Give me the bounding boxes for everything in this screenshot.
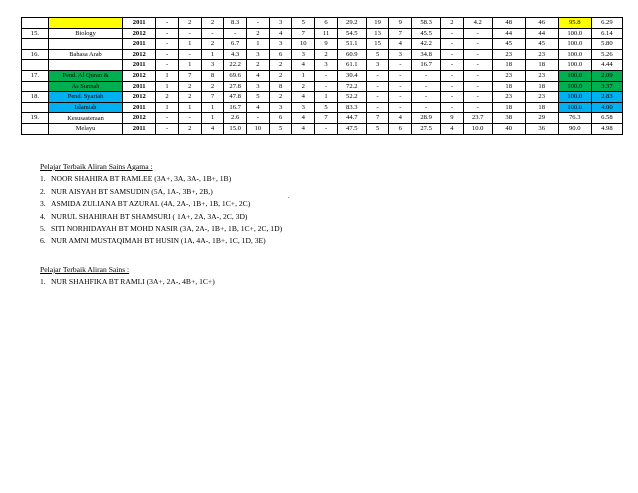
grade-cell: 2 xyxy=(201,39,224,50)
grade-cell: 7 xyxy=(201,92,224,103)
grade-cell: 4 xyxy=(292,92,315,103)
grade-cell: 18 xyxy=(525,81,558,92)
row-number: 16. xyxy=(22,49,49,60)
list-item xyxy=(40,198,282,210)
grade-cell: 30.4 xyxy=(337,70,366,81)
grade-cell: - xyxy=(463,81,492,92)
student-name: ASMIDA ZULIANA BT AZURAL (4A, 2A-, 1B+, 1B, 1C+, 2C) xyxy=(51,199,251,209)
grade-cell: 5.26 xyxy=(591,49,622,60)
grade-cell: 23 xyxy=(492,49,525,60)
subject-name xyxy=(48,39,122,50)
subject-name xyxy=(48,60,122,71)
grade-cell: 4.98 xyxy=(591,123,622,134)
grade-cell: 52.2 xyxy=(337,92,366,103)
grade-cell: 13 xyxy=(366,28,389,39)
grade-cell: 5 xyxy=(366,49,389,60)
subject-name: Kesusasteraan xyxy=(48,113,122,124)
list-item xyxy=(40,186,282,198)
year-cell: 2011 xyxy=(123,123,156,134)
grade-cell: 40 xyxy=(492,123,525,134)
grade-cell: 60.9 xyxy=(337,49,366,60)
grade-cell: 16.7 xyxy=(224,102,247,113)
table-row xyxy=(22,102,623,113)
grade-cell: 2.83 xyxy=(591,92,622,103)
grade-cell: 100.0 xyxy=(558,60,591,71)
grade-cell: 45 xyxy=(525,39,558,50)
grade-cell: 9 xyxy=(315,39,338,50)
grade-cell: 100.0 xyxy=(558,39,591,50)
grade-cell: 47.8 xyxy=(224,92,247,103)
student-name: NUR AISYAH BT SAMSUDIN (5A, 1A-, 3B+, 2B,) xyxy=(51,186,213,196)
grade-cell: 3.37 xyxy=(591,81,622,92)
grade-cell: 18 xyxy=(492,81,525,92)
grade-cell: 83.3 xyxy=(337,102,366,113)
year-cell: 2012 xyxy=(123,92,156,103)
grade-cell: - xyxy=(366,102,389,113)
grade-cell: - xyxy=(412,102,441,113)
grade-cell: 46 xyxy=(525,18,558,29)
grade-cell: 2 xyxy=(441,18,464,29)
grade-cell: 3 xyxy=(315,60,338,71)
grade-cell: - xyxy=(463,60,492,71)
grade-cell: - xyxy=(412,81,441,92)
best-students-agama xyxy=(40,161,282,248)
grade-cell: 16.7 xyxy=(412,60,441,71)
grade-cell: 4 xyxy=(269,28,292,39)
grade-cell: 6 xyxy=(269,49,292,60)
list-item xyxy=(40,211,282,223)
grade-cell: - xyxy=(441,49,464,60)
table-row xyxy=(22,81,623,92)
grade-cell: - xyxy=(366,81,389,92)
grade-cell: - xyxy=(463,39,492,50)
grade-cell: 48 xyxy=(492,18,525,29)
section-title: Pelajar Terbaik Aliran Sains Agama : xyxy=(40,162,153,171)
grade-cell: 23 xyxy=(525,70,558,81)
grade-cell: 9 xyxy=(441,113,464,124)
grade-cell: 10.0 xyxy=(463,123,492,134)
grade-cell: - xyxy=(156,113,179,124)
table-row xyxy=(22,39,623,50)
grade-cell: 51.1 xyxy=(337,39,366,50)
table-row xyxy=(22,49,623,60)
table-row xyxy=(22,60,623,71)
grade-cell: 3 xyxy=(201,60,224,71)
grade-cell: 4 xyxy=(441,123,464,134)
subject-name: Pend. Syariah xyxy=(48,92,122,103)
grade-cell: 2 xyxy=(292,81,315,92)
item-number: 1. xyxy=(40,277,46,287)
grade-cell: 5 xyxy=(315,102,338,113)
grade-cell: - xyxy=(463,49,492,60)
grade-cell: 1 xyxy=(201,113,224,124)
grade-cell: 7 xyxy=(178,70,201,81)
grade-cell: - xyxy=(441,60,464,71)
list-item xyxy=(40,235,282,247)
grade-cell: 8 xyxy=(201,70,224,81)
grade-cell: 100.0 xyxy=(558,102,591,113)
grade-cell: 10 xyxy=(247,123,270,134)
grade-cell: 6.14 xyxy=(591,28,622,39)
grade-cell: 5.80 xyxy=(591,39,622,50)
grade-cell: 2 xyxy=(178,92,201,103)
subject-name: As Sunnah xyxy=(48,81,122,92)
grade-cell: - xyxy=(441,81,464,92)
grade-cell: 29.2 xyxy=(337,18,366,29)
grade-cell: 47.5 xyxy=(337,123,366,134)
grade-cell: 2 xyxy=(201,18,224,29)
grade-cell: 45.5 xyxy=(412,28,441,39)
grade-cell: 5 xyxy=(247,92,270,103)
table-row xyxy=(22,28,623,39)
grade-cell: 18 xyxy=(492,60,525,71)
row-number xyxy=(22,81,49,92)
item-number: 2. xyxy=(40,186,46,196)
grade-cell: 9 xyxy=(389,18,412,29)
row-number: 17. xyxy=(22,70,49,81)
grade-cell: - xyxy=(178,113,201,124)
grade-cell: - xyxy=(156,123,179,134)
item-number: 4. xyxy=(40,211,46,221)
results-table xyxy=(21,17,623,135)
grade-cell: 1 xyxy=(178,102,201,113)
grade-cell: - xyxy=(389,81,412,92)
stray-mark: . xyxy=(288,192,290,200)
grade-cell: 44 xyxy=(492,28,525,39)
grade-cell: 54.5 xyxy=(337,28,366,39)
student-name: NURUL SHAHIRAH BT SHAMSURI ( 1A+, 2A, 3A-, 2C, 3D) xyxy=(51,211,248,221)
grade-cell: - xyxy=(156,39,179,50)
grade-cell: 4 xyxy=(292,113,315,124)
grade-cell: 69.6 xyxy=(224,70,247,81)
grade-cell: 1 xyxy=(156,81,179,92)
grade-cell: - xyxy=(441,92,464,103)
row-number xyxy=(22,102,49,113)
grade-cell: 2.09 xyxy=(591,70,622,81)
grade-cell: - xyxy=(178,49,201,60)
grade-cell: 18 xyxy=(525,102,558,113)
grade-cell: 7 xyxy=(292,28,315,39)
grade-cell: 6.58 xyxy=(591,113,622,124)
item-number: 1. xyxy=(40,174,46,184)
subject-name: Islamiah xyxy=(48,102,122,113)
grade-cell: - xyxy=(156,49,179,60)
row-number: 19. xyxy=(22,113,49,124)
year-cell: 2011 xyxy=(123,60,156,71)
grade-cell: 100.0 xyxy=(558,49,591,60)
grade-cell: 72.2 xyxy=(337,81,366,92)
grade-cell: 38 xyxy=(492,113,525,124)
grade-cell: - xyxy=(247,113,270,124)
grade-cell: 23 xyxy=(525,92,558,103)
grade-cell: 45 xyxy=(492,39,525,50)
grade-cell: 4.00 xyxy=(591,102,622,113)
grade-cell: 4 xyxy=(292,123,315,134)
grade-cell: 1 xyxy=(156,102,179,113)
grade-cell: 36 xyxy=(525,123,558,134)
subject-name xyxy=(48,18,122,29)
grade-cell: 2 xyxy=(315,49,338,60)
student-list xyxy=(40,276,215,288)
subject-name: Pend. Al Quran & xyxy=(48,70,122,81)
grade-cell: 1 xyxy=(201,102,224,113)
grade-cell: 58.3 xyxy=(412,18,441,29)
row-number: 18. xyxy=(22,92,49,103)
grade-cell: 3 xyxy=(292,102,315,113)
row-number xyxy=(22,123,49,134)
grade-cell: 100.0 xyxy=(558,28,591,39)
grade-cell: 5 xyxy=(292,18,315,29)
grade-cell: 22.2 xyxy=(224,60,247,71)
list-item xyxy=(40,173,282,185)
row-number xyxy=(22,18,49,29)
grade-cell: 18 xyxy=(492,102,525,113)
grade-cell: 7 xyxy=(389,28,412,39)
grade-cell: 2 xyxy=(269,92,292,103)
grade-cell: 23 xyxy=(492,70,525,81)
grade-cell: - xyxy=(441,28,464,39)
grade-cell: 100.0 xyxy=(558,70,591,81)
year-cell: 2012 xyxy=(123,113,156,124)
grade-cell: 2 xyxy=(247,60,270,71)
grade-cell: 2 xyxy=(269,60,292,71)
grade-cell: - xyxy=(247,18,270,29)
grade-cell: 3 xyxy=(247,49,270,60)
grade-cell: 5 xyxy=(366,123,389,134)
grade-cell: 4.3 xyxy=(224,49,247,60)
grade-cell: 3 xyxy=(247,81,270,92)
year-cell: 2012 xyxy=(123,70,156,81)
grade-cell: 27.5 xyxy=(412,123,441,134)
table-row xyxy=(22,92,623,103)
item-number: 5. xyxy=(40,224,46,234)
grade-cell: 4.2 xyxy=(463,18,492,29)
grade-cell: - xyxy=(389,60,412,71)
table-row xyxy=(22,70,623,81)
year-cell: 2011 xyxy=(123,18,156,29)
list-item xyxy=(40,276,215,288)
grade-cell: 23 xyxy=(525,49,558,60)
year-cell: 2011 xyxy=(123,39,156,50)
grade-cell: - xyxy=(315,123,338,134)
grade-cell: - xyxy=(441,39,464,50)
grade-cell: 23.7 xyxy=(463,113,492,124)
grade-cell: - xyxy=(441,102,464,113)
grade-cell: - xyxy=(156,28,179,39)
grade-cell: - xyxy=(389,102,412,113)
grade-cell: 2 xyxy=(269,70,292,81)
grade-cell: 100.0 xyxy=(558,81,591,92)
grade-cell: 2 xyxy=(178,18,201,29)
grade-cell: - xyxy=(412,92,441,103)
subject-name: Melayu xyxy=(48,123,122,134)
year-cell: 2011 xyxy=(123,81,156,92)
section-title: Pelajar Terbaik Aliran Sains : xyxy=(40,265,130,274)
student-list xyxy=(40,173,282,247)
grade-cell: - xyxy=(389,92,412,103)
grade-cell: 1 xyxy=(315,92,338,103)
grade-cell: - xyxy=(412,70,441,81)
grade-cell: 1 xyxy=(156,70,179,81)
table-row xyxy=(22,123,623,134)
grade-cell: - xyxy=(201,28,224,39)
grade-cell: 2 xyxy=(201,81,224,92)
grade-cell: 1 xyxy=(178,60,201,71)
grade-cell: - xyxy=(463,28,492,39)
grade-cell: 8 xyxy=(269,81,292,92)
grade-cell: 2 xyxy=(247,28,270,39)
grade-cell: 5 xyxy=(269,123,292,134)
grade-cell: 4 xyxy=(247,70,270,81)
row-number: 15. xyxy=(22,28,49,39)
grade-cell: 15 xyxy=(366,39,389,50)
year-cell: 2012 xyxy=(123,49,156,60)
grade-cell: 6.29 xyxy=(591,18,622,29)
grade-cell: 4.44 xyxy=(591,60,622,71)
grade-cell: 2.6 xyxy=(224,113,247,124)
grade-cell: 1 xyxy=(247,39,270,50)
grade-cell: 7 xyxy=(315,113,338,124)
grade-cell: 18 xyxy=(525,60,558,71)
grade-cell: - xyxy=(315,81,338,92)
row-number xyxy=(22,39,49,50)
item-number: 6. xyxy=(40,236,46,246)
grade-cell: 42.2 xyxy=(412,39,441,50)
grade-cell: 6 xyxy=(389,123,412,134)
grade-cell: 34.8 xyxy=(412,49,441,60)
list-item xyxy=(40,223,282,235)
grade-cell: 1 xyxy=(178,39,201,50)
grade-cell: 1 xyxy=(292,70,315,81)
year-cell: 2011 xyxy=(123,102,156,113)
table-row xyxy=(22,18,623,29)
grade-cell: 3 xyxy=(366,60,389,71)
grade-cell: 7 xyxy=(366,113,389,124)
grade-cell: 6.7 xyxy=(224,39,247,50)
grade-cell: - xyxy=(463,102,492,113)
grade-cell: 29 xyxy=(525,113,558,124)
grade-cell: 3 xyxy=(389,49,412,60)
student-name: NOOR SHAHIRA BT RAMLEE (3A+, 3A, 3A-, 1B+, 1B) xyxy=(51,174,232,184)
grade-cell: - xyxy=(178,28,201,39)
grade-cell: 90.0 xyxy=(558,123,591,134)
grade-cell: 15.0 xyxy=(224,123,247,134)
grade-cell: - xyxy=(366,70,389,81)
grade-cell: 28.9 xyxy=(412,113,441,124)
grade-cell: - xyxy=(156,60,179,71)
grade-cell: - xyxy=(224,28,247,39)
grade-cell: 3 xyxy=(269,39,292,50)
grade-cell: 27.8 xyxy=(224,81,247,92)
grade-cell: 8.3 xyxy=(224,18,247,29)
grade-cell: 4 xyxy=(389,39,412,50)
grade-cell: 11 xyxy=(315,28,338,39)
grade-cell: - xyxy=(156,18,179,29)
grade-cell: 2 xyxy=(178,123,201,134)
grade-cell: 61.1 xyxy=(337,60,366,71)
grade-cell: - xyxy=(315,70,338,81)
grade-cell: 3 xyxy=(269,18,292,29)
grade-cell: - xyxy=(463,92,492,103)
table-row xyxy=(22,113,623,124)
grade-cell: 76.3 xyxy=(558,113,591,124)
grade-cell: 44 xyxy=(525,28,558,39)
best-students-sains xyxy=(40,264,215,289)
item-number: 3. xyxy=(40,199,46,209)
grade-cell: 4 xyxy=(389,113,412,124)
grade-cell: - xyxy=(463,70,492,81)
grade-cell: 3 xyxy=(269,102,292,113)
subject-name: Bahasa Arab xyxy=(48,49,122,60)
grade-cell: 4 xyxy=(292,60,315,71)
grade-cell: 10 xyxy=(292,39,315,50)
grade-cell: - xyxy=(441,70,464,81)
grade-cell: 44.7 xyxy=(337,113,366,124)
grade-cell: 2 xyxy=(178,81,201,92)
row-number xyxy=(22,60,49,71)
student-name: SITI NORHIDAYAH BT MOHD NASIR (3A, 2A-, 1B+, 1B, 1C+, 2C, 1D) xyxy=(51,224,283,234)
student-name: NUR AMNI MUSTAQIMAH BT HUSIN (1A, 4A-, 1B+, 1C, 1D, 3E) xyxy=(51,236,266,246)
grade-cell: 19 xyxy=(366,18,389,29)
grade-cell: 6 xyxy=(315,18,338,29)
grade-cell: 4 xyxy=(247,102,270,113)
grade-cell: 6 xyxy=(269,113,292,124)
grade-cell: 1 xyxy=(201,49,224,60)
student-name: NUR SHAHFIKA BT RAMLI (3A+, 2A-, 4B+, 1C+) xyxy=(51,277,215,287)
grade-cell: - xyxy=(389,70,412,81)
grade-cell: - xyxy=(366,92,389,103)
grade-cell: 95.8 xyxy=(558,18,591,29)
grade-cell: 2 xyxy=(156,92,179,103)
subject-name: Biology xyxy=(48,28,122,39)
grade-cell: 3 xyxy=(292,49,315,60)
grade-cell: 4 xyxy=(201,123,224,134)
year-cell: 2012 xyxy=(123,28,156,39)
grade-cell: 100.0 xyxy=(558,92,591,103)
grade-cell: 23 xyxy=(492,92,525,103)
